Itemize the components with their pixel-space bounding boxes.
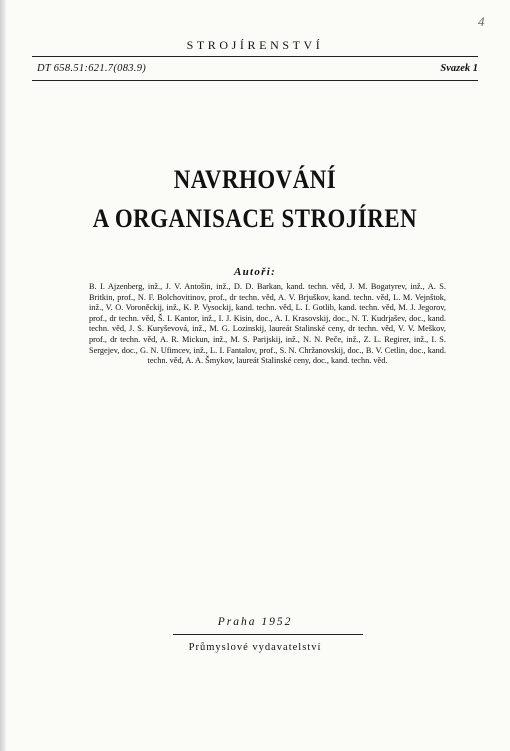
classification-code: DT 658.51:621.7(083.9): [37, 63, 147, 74]
book-title: [31, 160, 480, 238]
publisher: Průmyslové vydavatelství: [188, 642, 322, 653]
corner-mark: 4: [478, 14, 485, 29]
volume-label: Svazek 1: [440, 63, 478, 74]
header-rule-lower: [32, 80, 478, 81]
book-title-line-2: A ORGANISACE STROJÍREN: [92, 204, 418, 233]
place-and-year: Praha 1952: [217, 616, 293, 628]
authors-list: B. I. Ajzenberg, inž., J. V. Antošin, inž., D. D. Barkan, kand. techn. věd, J. M. Bogatyrev, inž., A. S. Britkin, prof., N. F. Bolchovitinov, prof., dr techn. věd, A. V. Brjuškov, kand. techn. věd, L. M. Vejnštok, inž., V. O. Voroněckij, inž., K. P. Vysockij, kand. techn. věd, L. I. Gotlib, kand. techn. věd, M. J. Jegorov, prof., dr techn. věd, Š. I. Kantor, inž., I. J. Kisin, doc., A. I. Krasovskij, doc., N. T. Kudrjašev, doc., kand. techn. věd, J. S. Kuryševová, inž., M. G. Lozinskij, laureát Stalinské ceny, dr techn. věd, V. V. Meškov, prof., dr techn. věd, A. R. Mickun, inž., M. S. Parijskij, inž., N. N. Peče, inž., Z. L. Regirer, inž., I. S. Sergejev, doc., G. N. Ufimcev, inž., L. I. Fantalov, prof., S. N. Chržanovskij, doc., B. V. Cetlin, doc., kand. techn. věd, A. A. Šmykov, laureát Stalinské ceny, doc., kand. techn. věd.: [89, 282, 446, 366]
book-title-line-1: NAVRHOVÁNÍ: [173, 165, 337, 194]
imprint-rule: [173, 634, 363, 635]
series-title: STROJÍRENSTVÍ: [186, 38, 324, 52]
header-rule-upper: [32, 56, 478, 57]
page-edge-shadow: [0, 0, 6, 751]
authors-heading: Autoři:: [233, 266, 277, 278]
